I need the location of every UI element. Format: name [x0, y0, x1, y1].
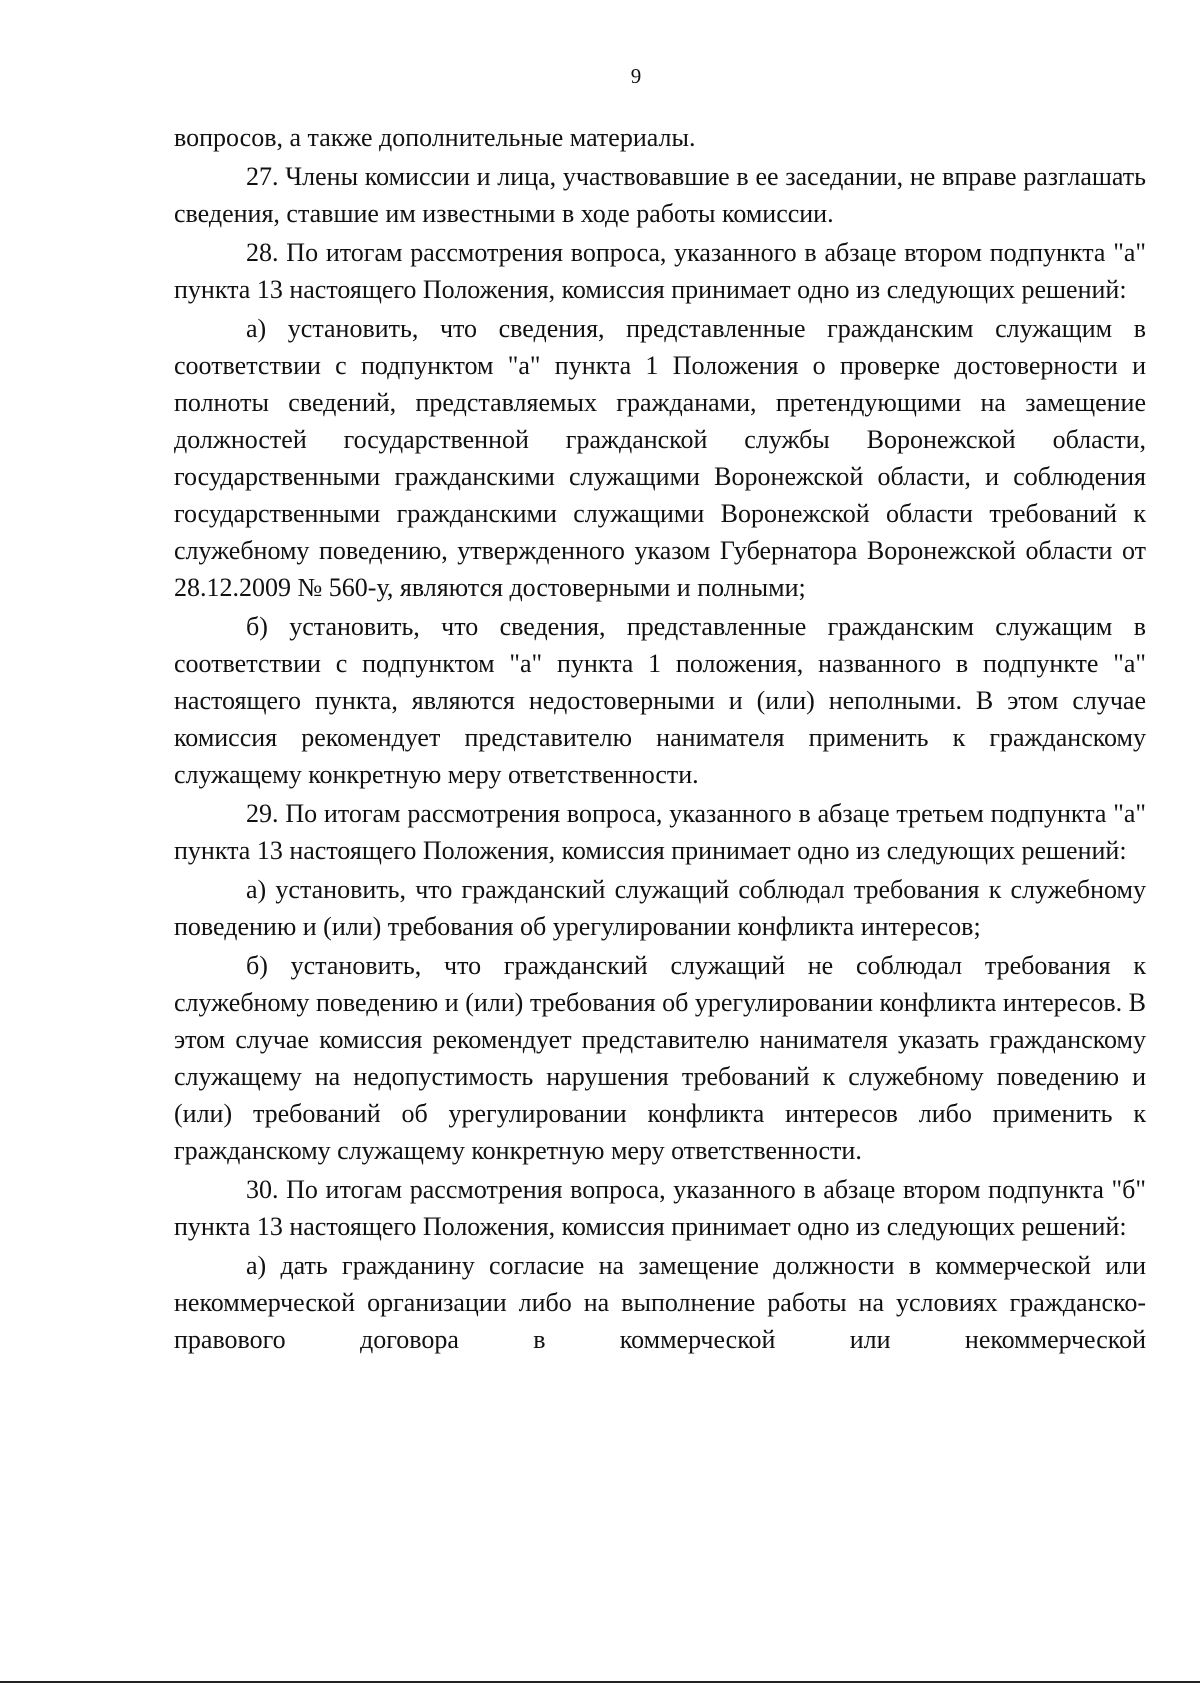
paragraph-29-a: а) установить, что гражданский служащий соблюдал требования к служебному поведению и (или) требования об урегулировании конфликта интересов;: [174, 875, 1146, 941]
paragraph-28-a: а) установить, что сведения, представленные гражданским служащим в соответствии с подпунктом "а" пункта 1 Положения о проверке достоверности и полноты сведений, представляемых гражданами, претендующими на замещение должностей государственной гражданской службы Воронежской области, государственными гражданскими служащими Воронежской области, и соблюдения государственными гражданскими служащими Воронежской области требований к служебному поведению, утвержденного указом Губернатора Воронежской области от 28.12.2009 № 560-у, являются достоверными и полными;: [174, 314, 1146, 602]
paragraph-29-b: б) установить, что гражданский служащий не соблюдал требования к служебному поведению и (или) требования об урегулировании конфликта интересов. В этом случае комиссия рекомендует представителю нанимателя указать гражданскому служащему на недопустимость нарушения требований к служебному поведению и (или) требований об урегулировании конфликта интересов либо применить к гражданскому служащему конкретную меру ответственности.: [174, 951, 1146, 1165]
scan-bottom-edge-line: [0, 1681, 1200, 1683]
paragraph-30: 30. По итогам рассмотрения вопроса, указанного в абзаце втором подпункта "б" пункта 13 настоящего Положения, комиссия принимает одно из следующих решений:: [174, 1175, 1146, 1241]
paragraph-continuation: вопросов, а также дополнительные материалы.: [174, 123, 696, 152]
paragraph-28: 28. По итогам рассмотрения вопроса, указанного в абзаце втором подпункта "а" пункта 13 настоящего Положения, комиссия принимает одно из следующих решений:: [174, 238, 1146, 304]
paragraph-30-a: а) дать гражданину согласие на замещение должности в коммерческой или некоммерческой организации либо на выполнение работы на условиях гражданско-правового договора в коммерческой или некоммерческой: [174, 1251, 1146, 1354]
page-number: 9: [630, 64, 642, 88]
paragraph-27: 27. Члены комиссии и лица, участвовавшие в ее заседании, не вправе разглашать сведения, ставшие им известными в ходе работы комиссии.: [174, 162, 1146, 228]
paragraph-28-b: б) установить, что сведения, представленные гражданским служащим в соответствии с подпунктом "а" пункта 1 положения, названного в подпункте "а" настоящего пункта, являются недостоверными и (или) неполными. В этом случае комиссия рекомендует представителю нанимателя применить к гражданскому служащему конкретную меру ответственности.: [174, 612, 1146, 789]
document-body: [174, 119, 1146, 1360]
paragraph-29: 29. По итогам рассмотрения вопроса, указанного в абзаце третьем подпункта "а" пункта 13 настоящего Положения, комиссия принимает одно из следующих решений:: [174, 799, 1146, 865]
